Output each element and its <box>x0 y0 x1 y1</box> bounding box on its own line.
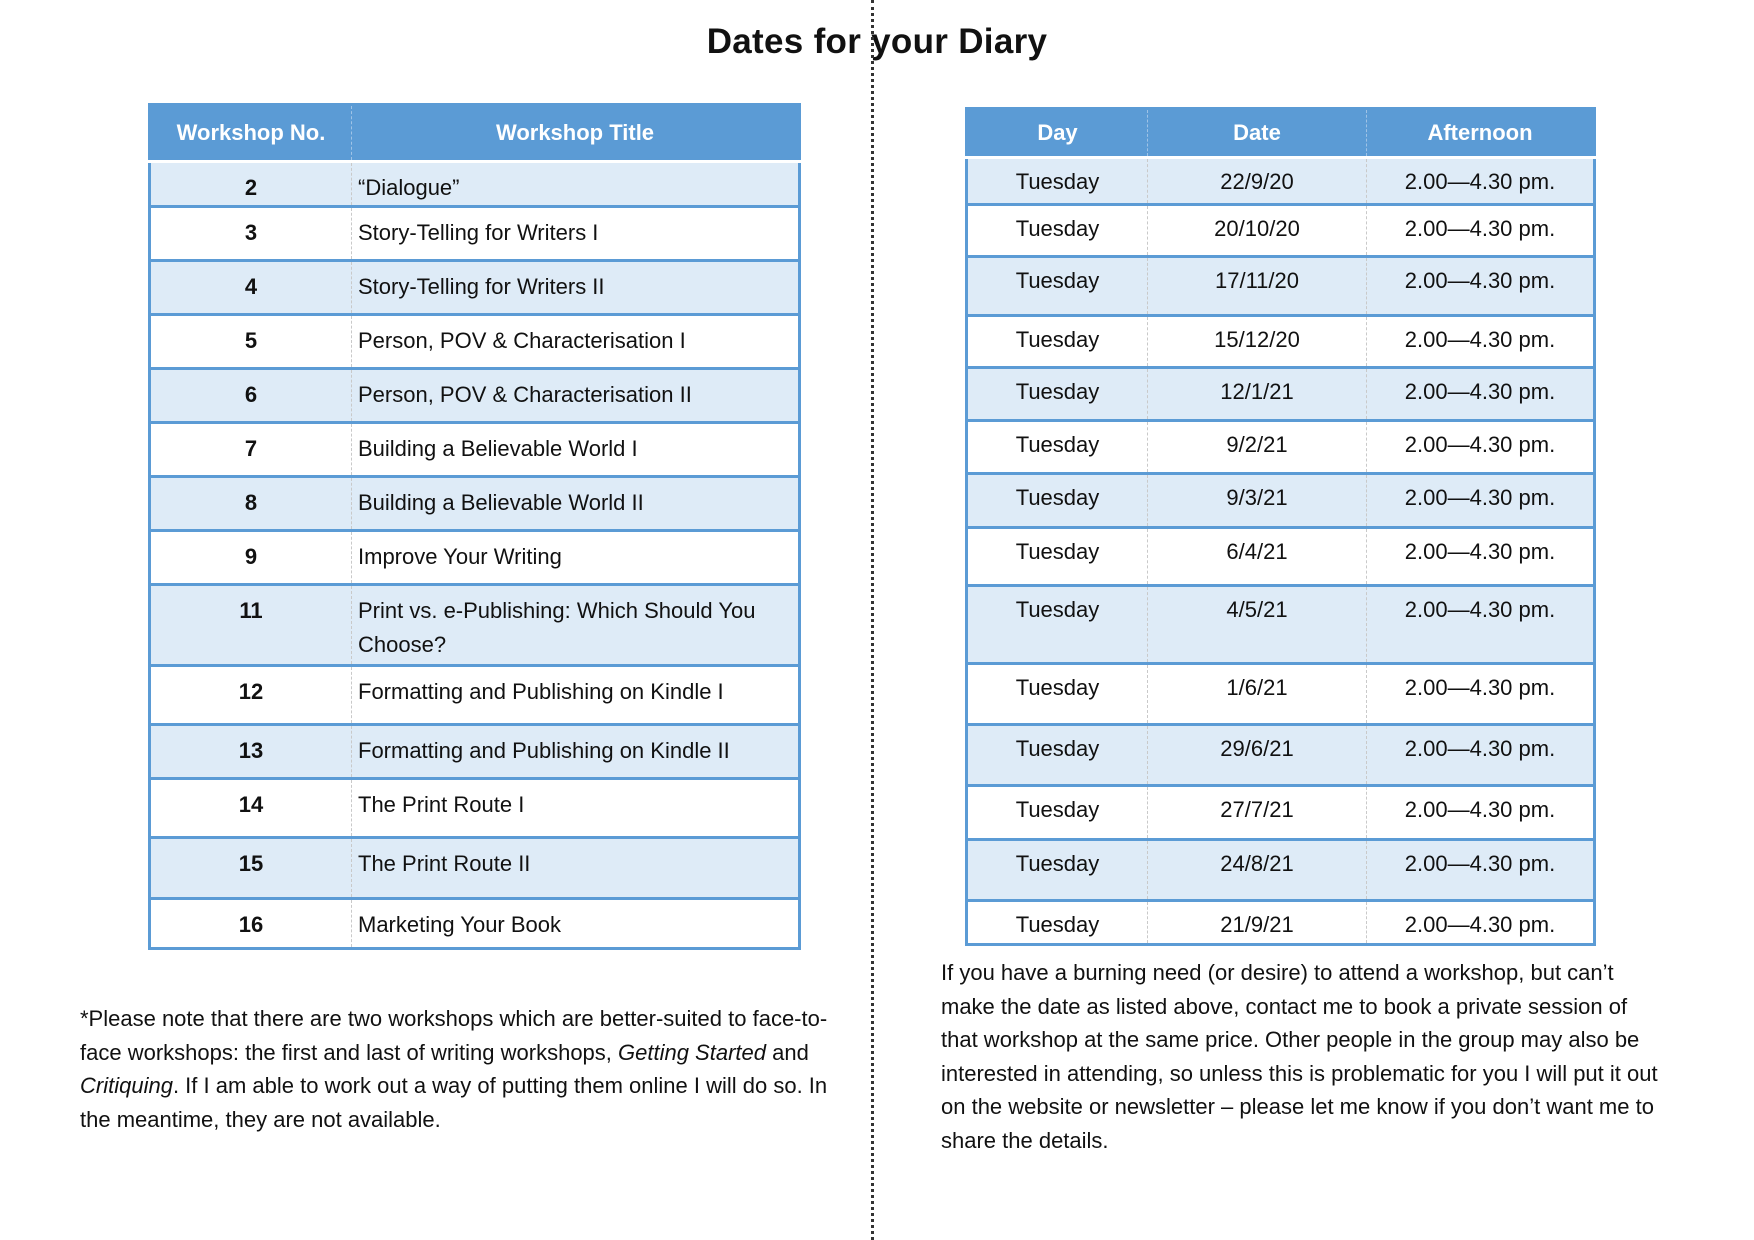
workshop-title-cell: Story-Telling for Writers I <box>352 207 800 261</box>
table-row <box>150 725 800 779</box>
table-row <box>967 474 1595 528</box>
header-workshop-no: Workshop No. <box>150 105 352 162</box>
private-session-note: If you have a burning need (or desire) to attend a workshop, but can’t make the date as listed above, contact me to book a private session of that workshop at the same price. Other people in the group may also be interested in attending, so unless this is problematic for you I will put it out on the website or newsletter – please let me know if you don’t want me to share the details. <box>941 960 1658 1153</box>
workshop-no-cell: 7 <box>150 423 352 477</box>
workshop-title-cell: The Print Route II <box>352 838 800 899</box>
workshop-table <box>148 103 801 950</box>
workshop-title-cell: The Print Route I <box>352 779 800 838</box>
workshop-no-cell: 8 <box>150 477 352 531</box>
date-cell: 17/11/20 <box>1148 257 1367 316</box>
page-title: Dates for your Diary <box>706 22 1048 61</box>
day-cell: Tuesday <box>967 316 1148 368</box>
workshop-no-cell: 12 <box>150 666 352 725</box>
header-workshop-title: Workshop Title <box>352 105 800 162</box>
table-row <box>967 205 1595 257</box>
workshop-no-cell: 11 <box>150 585 352 666</box>
date-cell: 24/8/21 <box>1148 840 1367 901</box>
table-row <box>150 899 800 949</box>
day-cell: Tuesday <box>967 725 1148 786</box>
table-row <box>150 779 800 838</box>
workshop-no-cell: 2 <box>150 162 352 207</box>
schedule-table-header-row <box>967 109 1595 158</box>
table-row <box>150 315 800 369</box>
workshop-title-cell: Story-Telling for Writers II <box>352 261 800 315</box>
workshop-table-header-row <box>150 105 800 162</box>
time-cell: 2.00—4.30 pm. <box>1367 725 1595 786</box>
date-cell: 22/9/20 <box>1148 158 1367 205</box>
table-row <box>967 725 1595 786</box>
time-cell: 2.00—4.30 pm. <box>1367 840 1595 901</box>
day-cell: Tuesday <box>967 840 1148 901</box>
table-row <box>150 477 800 531</box>
table-row <box>150 369 800 423</box>
table-row <box>150 207 800 261</box>
workshop-no-cell: 5 <box>150 315 352 369</box>
time-cell: 2.00—4.30 pm. <box>1367 664 1595 725</box>
day-cell: Tuesday <box>967 901 1148 945</box>
note-italic-critiquing: Critiquing <box>80 1073 173 1098</box>
time-cell: 2.00—4.30 pm. <box>1367 205 1595 257</box>
table-row <box>150 838 800 899</box>
workshop-no-cell: 16 <box>150 899 352 949</box>
workshop-no-cell: 9 <box>150 531 352 585</box>
date-cell: 27/7/21 <box>1148 786 1367 840</box>
date-cell: 9/3/21 <box>1148 474 1367 528</box>
workshop-no-cell: 6 <box>150 369 352 423</box>
time-cell: 2.00—4.30 pm. <box>1367 368 1595 421</box>
workshop-no-cell: 15 <box>150 838 352 899</box>
table-row <box>150 531 800 585</box>
workshop-no-cell: 4 <box>150 261 352 315</box>
header-date: Date <box>1148 109 1367 158</box>
table-row <box>967 257 1595 316</box>
header-day: Day <box>967 109 1148 158</box>
workshop-title-cell: “Dialogue” <box>352 162 800 207</box>
time-cell: 2.00—4.30 pm. <box>1367 158 1595 205</box>
workshop-title-cell: Improve Your Writing <box>352 531 800 585</box>
table-row <box>967 664 1595 725</box>
workshop-title-cell: Person, POV & Characterisation I <box>352 315 800 369</box>
workshop-title-cell: Marketing Your Book <box>352 899 800 949</box>
day-cell: Tuesday <box>967 664 1148 725</box>
day-cell: Tuesday <box>967 586 1148 664</box>
date-cell: 9/2/21 <box>1148 421 1367 474</box>
time-cell: 2.00—4.30 pm. <box>1367 316 1595 368</box>
day-cell: Tuesday <box>967 205 1148 257</box>
table-row <box>967 586 1595 664</box>
workshop-title-cell: Formatting and Publishing on Kindle II <box>352 725 800 779</box>
table-row <box>150 261 800 315</box>
date-cell: 4/5/21 <box>1148 586 1367 664</box>
table-row <box>967 840 1595 901</box>
time-cell: 2.00—4.30 pm. <box>1367 786 1595 840</box>
time-cell: 2.00—4.30 pm. <box>1367 257 1595 316</box>
note-text: . If I am able to work out a way of putting them online I will do so. In the meantime, they are not available. <box>80 1073 828 1132</box>
table-row <box>967 528 1595 586</box>
day-cell: Tuesday <box>967 786 1148 840</box>
day-cell: Tuesday <box>967 158 1148 205</box>
table-row <box>967 901 1595 945</box>
table-row <box>967 786 1595 840</box>
day-cell: Tuesday <box>967 528 1148 586</box>
workshop-title-cell: Building a Believable World II <box>352 477 800 531</box>
header-afternoon: Afternoon <box>1367 109 1595 158</box>
workshop-title-cell: Formatting and Publishing on Kindle I <box>352 666 800 725</box>
time-cell: 2.00—4.30 pm. <box>1367 421 1595 474</box>
workshop-no-cell: 3 <box>150 207 352 261</box>
table-row <box>150 162 800 207</box>
time-cell: 2.00—4.30 pm. <box>1367 586 1595 664</box>
date-cell: 12/1/21 <box>1148 368 1367 421</box>
day-cell: Tuesday <box>967 368 1148 421</box>
workshop-title-cell: Person, POV & Characterisation II <box>352 369 800 423</box>
day-cell: Tuesday <box>967 257 1148 316</box>
note-text: *Please note that there are two workshops which are better-suited to face-to-face workshops: the first and last of writing workshops, <box>80 1006 828 1065</box>
date-cell: 21/9/21 <box>1148 901 1367 945</box>
time-cell: 2.00—4.30 pm. <box>1367 528 1595 586</box>
workshop-no-cell: 13 <box>150 725 352 779</box>
table-row <box>967 421 1595 474</box>
table-row <box>150 585 800 666</box>
day-cell: Tuesday <box>967 474 1148 528</box>
date-cell: 1/6/21 <box>1148 664 1367 725</box>
date-cell: 20/10/20 <box>1148 205 1367 257</box>
table-row <box>967 316 1595 368</box>
note-italic-getting-started: Getting Started <box>618 1039 766 1065</box>
table-row <box>150 423 800 477</box>
day-cell: Tuesday <box>967 421 1148 474</box>
workshop-title-cell: Print vs. e-Publishing: Which Should You Choose? <box>352 585 800 666</box>
availability-note <box>80 1002 840 1136</box>
table-row <box>967 158 1595 205</box>
table-row <box>150 666 800 725</box>
date-cell: 6/4/21 <box>1148 528 1367 586</box>
table-row <box>967 368 1595 421</box>
schedule-table <box>965 107 1596 946</box>
date-cell: 15/12/20 <box>1148 316 1367 368</box>
date-cell: 29/6/21 <box>1148 725 1367 786</box>
time-cell: 2.00—4.30 pm. <box>1367 474 1595 528</box>
time-cell: 2.00—4.30 pm. <box>1367 901 1595 945</box>
note-text: and <box>766 1039 809 1065</box>
dotted-divider <box>871 0 874 1240</box>
workshop-no-cell: 14 <box>150 779 352 838</box>
workshop-title-cell: Building a Believable World I <box>352 423 800 477</box>
